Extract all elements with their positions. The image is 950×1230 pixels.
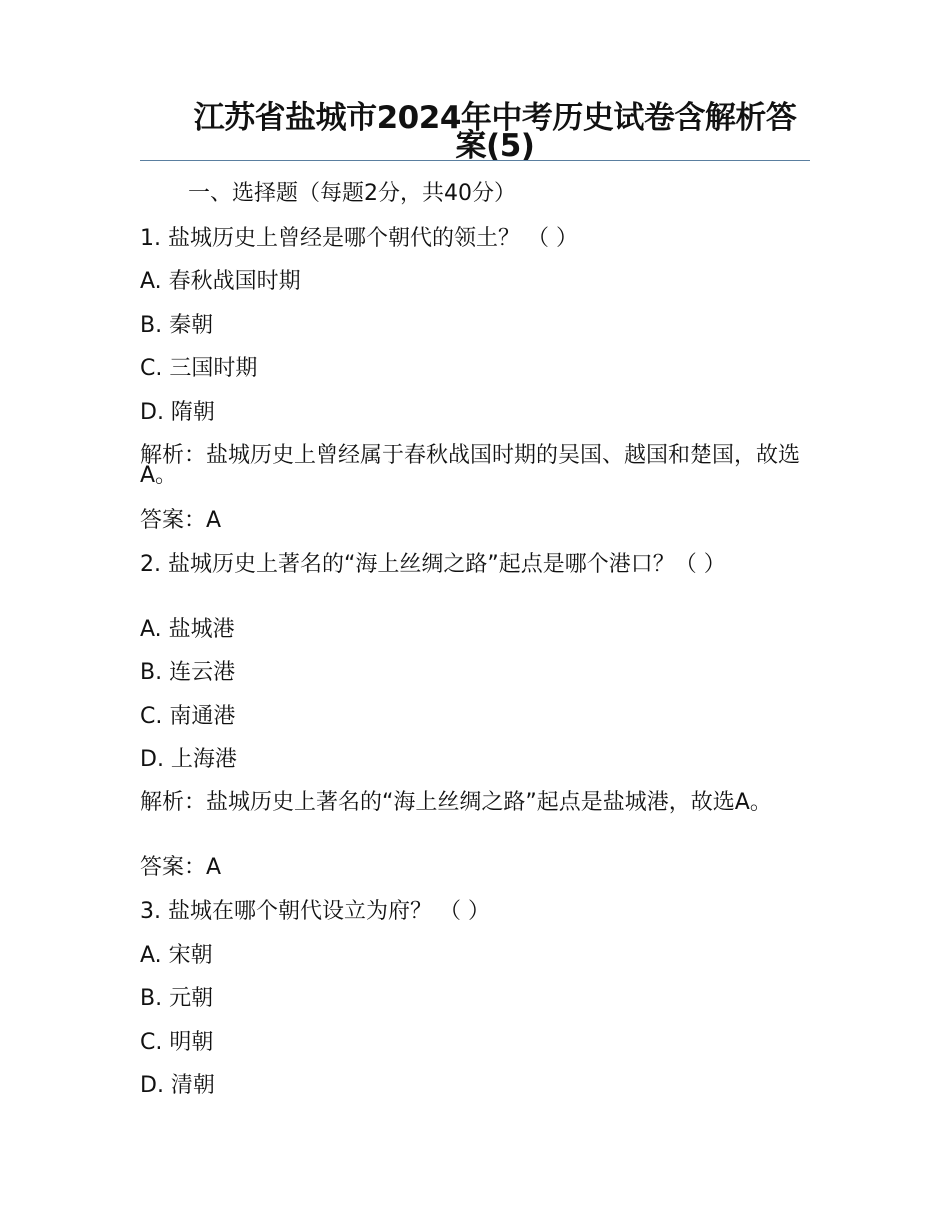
question-3-stem: 3. 盐城在哪个朝代设立为府？ （ ） <box>140 899 490 924</box>
question-2-option-d: D. 上海港 <box>140 747 237 772</box>
question-2-option-c: C. 南通港 <box>140 704 236 729</box>
question-2-stem: 2. 盐城历史上著名的“海上丝绸之路”起点是哪个港口？（ ） <box>140 552 726 577</box>
question-1-option-d: D. 隋朝 <box>140 400 215 425</box>
question-2-analysis: 解析：盐城历史上著名的“海上丝绸之路”起点是盐城港，故选A。 <box>140 790 772 815</box>
question-1-option-b: B. 秦朝 <box>140 313 214 338</box>
question-1-stem: 1. 盐城历史上曾经是哪个朝代的领土？ （ ） <box>140 226 578 251</box>
question-3-option-a: A. 宋朝 <box>140 943 213 968</box>
question-3-option-c: C. 明朝 <box>140 1030 214 1055</box>
title-underline <box>140 160 810 161</box>
document-title: 江苏省盐城市2024年中考历史试卷含解析答案(5) <box>193 100 797 164</box>
question-1-option-c: C. 三国时期 <box>140 356 258 381</box>
section-heading: 一、选择题（每题2分，共40分） <box>188 181 516 206</box>
question-3-option-b: B. 元朝 <box>140 986 214 1011</box>
question-3-option-d: D. 清朝 <box>140 1073 215 1098</box>
question-2-option-b: B. 连云港 <box>140 660 236 685</box>
question-2-answer: 答案：A <box>140 855 222 880</box>
question-2-option-a: A. 盐城港 <box>140 617 235 642</box>
question-1-answer: 答案：A <box>140 508 222 533</box>
question-1-analysis: 解析：盐城历史上曾经属于春秋战国时期的吴国、越国和楚国，故选A。 <box>140 443 801 488</box>
question-1-option-a: A. 春秋战国时期 <box>140 269 301 294</box>
